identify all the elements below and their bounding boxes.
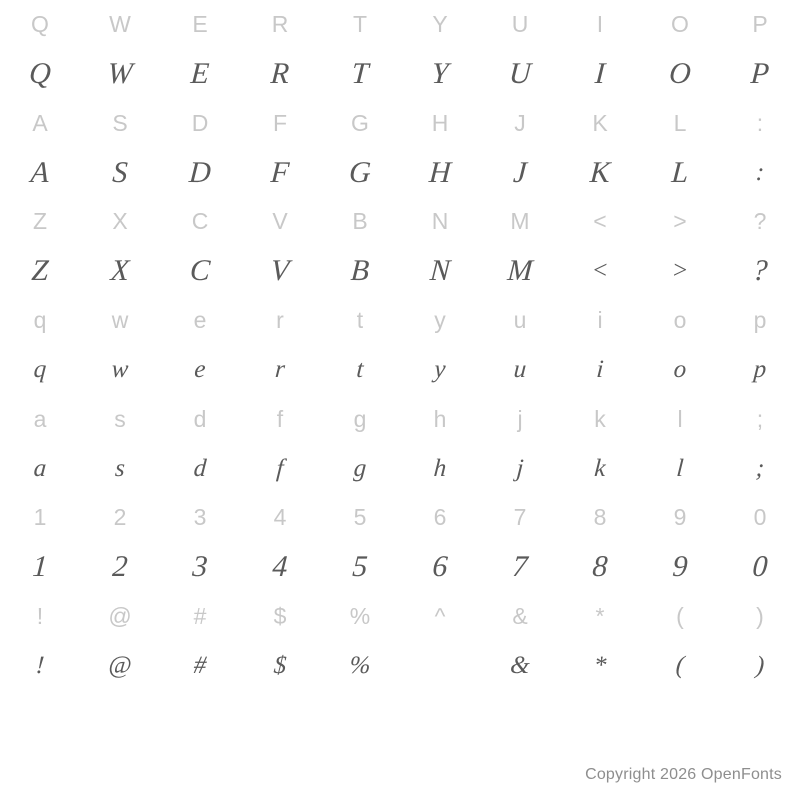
key-cell: M — [510, 208, 530, 235]
glyph-cell: l — [675, 454, 685, 482]
glyph-cell: @ — [107, 652, 133, 679]
key-cell: 3 — [193, 504, 207, 531]
glyph-cell: E — [189, 56, 211, 90]
glyph-cell — [398, 641, 481, 690]
key-cell: S — [112, 109, 128, 136]
key-cell: 8 — [593, 504, 607, 531]
key-cell: N — [431, 208, 449, 235]
glyph-cell: 4 — [271, 549, 289, 583]
glyph-cell: i — [595, 356, 605, 384]
glyph-cell: * — [592, 652, 608, 679]
key-cell: o — [673, 306, 687, 333]
key-cell: 7 — [513, 504, 527, 531]
glyph-cell: 9 — [671, 549, 689, 583]
key-cell: r — [276, 306, 284, 333]
glyph-cell: M — [506, 254, 534, 288]
key-cell: f — [276, 405, 284, 432]
key-cell: t — [356, 306, 364, 333]
key-cell: : — [756, 109, 764, 136]
key-cell: X — [112, 208, 128, 235]
key-cell: 5 — [353, 504, 367, 531]
glyph-cell: ! — [34, 652, 46, 679]
key-cell: ! — [36, 602, 44, 629]
key-cell: i — [597, 306, 603, 333]
glyph-cell: > — [670, 257, 690, 285]
key-cell: l — [677, 405, 683, 432]
glyph-cell: W — [106, 56, 134, 90]
glyph-cell: C — [188, 254, 212, 288]
glyph-cell: V — [269, 254, 291, 288]
glyph-cell: : — [754, 159, 766, 187]
glyph-cell: g — [352, 454, 368, 482]
glyph-cell: & — [509, 652, 531, 679]
key-cell: 2 — [113, 504, 127, 531]
key-cell: h — [433, 405, 447, 432]
glyph-cell: ( — [674, 652, 686, 679]
glyph-cell: < — [590, 257, 610, 285]
key-cell: < — [593, 208, 607, 235]
glyph-cell: S — [111, 155, 129, 189]
glyph-cell: Z — [30, 254, 50, 288]
glyph-cell: y — [433, 356, 447, 384]
glyph-cell: ? — [751, 254, 769, 288]
glyph-cell: u — [512, 356, 528, 384]
glyph-cell: o — [672, 356, 688, 384]
glyph-cell: Y — [430, 56, 450, 90]
key-cell: H — [431, 109, 449, 136]
glyph-cell: A — [29, 155, 51, 189]
glyph-cell: 6 — [431, 549, 449, 583]
glyph-cell: K — [588, 155, 612, 189]
glyph-cell: G — [348, 155, 373, 189]
glyph-cell: k — [593, 454, 607, 482]
key-cell: U — [511, 11, 529, 38]
key-cell: E — [192, 11, 208, 38]
glyph-cell: e — [193, 356, 207, 384]
glyph-cell: U — [508, 56, 533, 90]
key-cell: L — [673, 109, 687, 136]
key-cell: e — [193, 306, 207, 333]
key-cell: 0 — [753, 504, 767, 531]
glyph-cell: R — [269, 56, 291, 90]
key-cell: B — [352, 208, 368, 235]
glyph-cell: J — [512, 155, 528, 189]
key-cell: * — [595, 602, 605, 629]
key-cell: j — [517, 405, 523, 432]
key-cell: u — [513, 306, 527, 333]
glyph-cell: f — [275, 454, 285, 482]
key-cell: ; — [756, 405, 764, 432]
key-cell: p — [753, 306, 767, 333]
glyph-cell: 5 — [351, 549, 369, 583]
glyph-cell: 3 — [191, 549, 209, 583]
key-cell: T — [352, 11, 368, 38]
glyph-cell: F — [269, 155, 291, 189]
key-cell: G — [351, 109, 369, 136]
glyph-cell: r — [274, 356, 286, 384]
glyph-cell: 8 — [591, 549, 609, 583]
key-cell: 1 — [33, 504, 47, 531]
glyph-cell: B — [349, 254, 371, 288]
glyph-cell: t — [355, 356, 365, 384]
key-cell: O — [671, 11, 689, 38]
key-cell: % — [349, 602, 371, 629]
key-cell: V — [272, 208, 288, 235]
glyph-cell: L — [670, 155, 690, 189]
key-cell: ? — [753, 208, 767, 235]
glyph-cell: T — [350, 56, 370, 90]
key-cell: Z — [32, 208, 48, 235]
glyph-cell: w — [110, 356, 130, 384]
key-cell: J — [514, 109, 526, 136]
key-cell: w — [111, 306, 129, 333]
key-cell: $ — [273, 602, 287, 629]
key-cell: & — [512, 602, 528, 629]
glyph-cell: D — [188, 155, 213, 189]
glyph-cell: ; — [754, 454, 766, 482]
key-cell: 4 — [273, 504, 287, 531]
glyph-cell: p — [752, 356, 768, 384]
key-cell: P — [752, 11, 768, 38]
glyph-cell: q — [32, 356, 48, 384]
glyph-cell: # — [192, 652, 208, 679]
glyph-cell: a — [32, 454, 48, 482]
key-cell: ) — [756, 602, 764, 629]
key-cell: 9 — [673, 504, 687, 531]
glyph-cell: 1 — [31, 549, 49, 583]
key-cell: y — [434, 306, 446, 333]
glyph-cell: I — [593, 56, 607, 90]
glyph-cell: 2 — [111, 549, 129, 583]
glyph-cell: % — [348, 652, 372, 679]
key-cell: 6 — [433, 504, 447, 531]
glyph-cell: ) — [754, 652, 766, 679]
glyph-cell: 7 — [511, 549, 529, 583]
glyph-cell: H — [428, 155, 453, 189]
key-cell: Q — [31, 11, 49, 38]
key-cell: W — [109, 11, 131, 38]
glyph-cell: h — [432, 454, 448, 482]
key-cell: # — [193, 602, 207, 629]
copyright-notice: Copyright 2026 OpenFonts — [585, 766, 782, 783]
key-cell: k — [594, 405, 606, 432]
glyph-cell: X — [109, 254, 131, 288]
key-cell: D — [191, 109, 209, 136]
key-cell: q — [33, 306, 47, 333]
glyph-cell: $ — [272, 652, 288, 679]
key-cell: > — [673, 208, 687, 235]
key-cell: F — [272, 109, 288, 136]
key-cell: d — [193, 405, 207, 432]
glyph-cell: P — [749, 56, 771, 90]
key-cell: g — [353, 405, 367, 432]
key-cell: R — [271, 11, 289, 38]
key-cell: I — [596, 11, 604, 38]
key-cell: ^ — [434, 602, 446, 629]
key-cell: C — [191, 208, 209, 235]
glyph-cell: 0 — [751, 549, 769, 583]
glyph-cell: j — [515, 454, 525, 482]
glyph-cell: O — [668, 56, 693, 90]
key-cell: @ — [108, 602, 132, 629]
key-cell: Y — [432, 11, 448, 38]
glyph-cell: s — [114, 454, 126, 482]
key-cell: s — [114, 405, 126, 432]
key-cell: ( — [676, 602, 684, 629]
key-cell: a — [33, 405, 47, 432]
glyph-cell: N — [428, 254, 452, 288]
key-cell: K — [592, 109, 608, 136]
glyph-cell: d — [192, 454, 208, 482]
key-cell: A — [32, 109, 48, 136]
glyph-cell: Q — [28, 56, 53, 90]
